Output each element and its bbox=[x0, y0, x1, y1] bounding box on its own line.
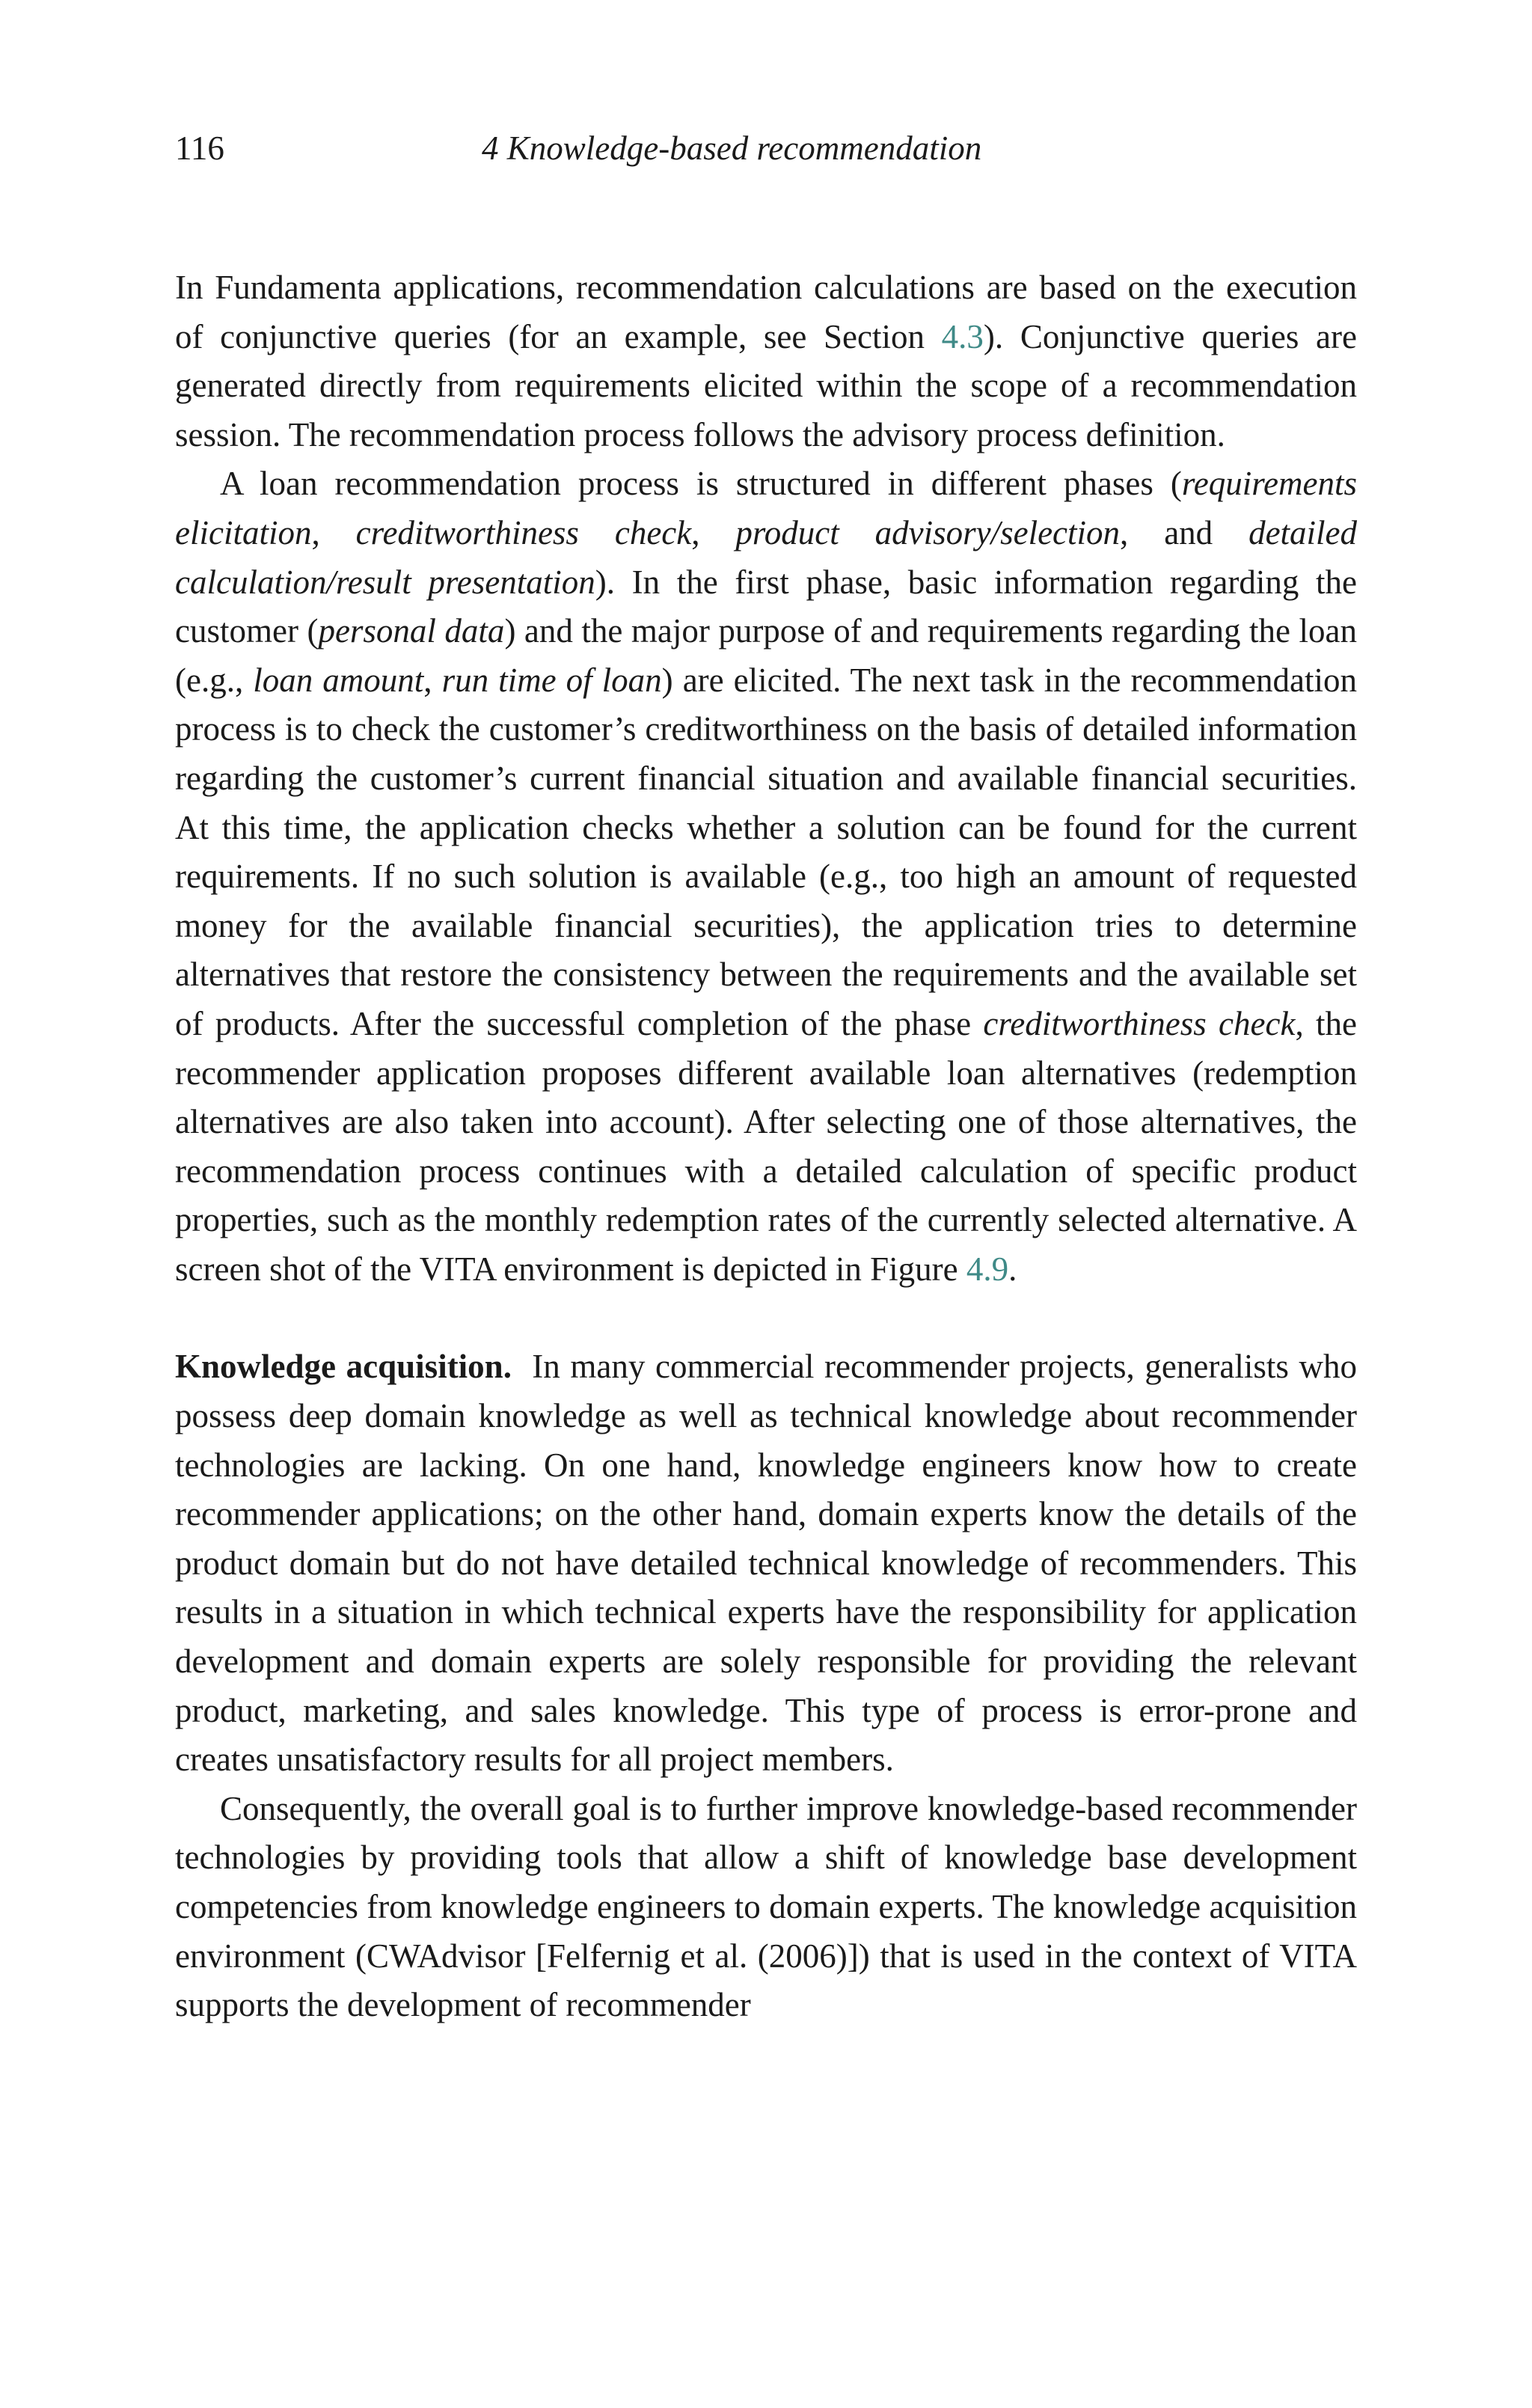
page-number: 116 bbox=[175, 129, 224, 167]
page-header bbox=[175, 126, 1357, 171]
paragraph-loan-process: A loan recommendation process is structured in different phases (requirements elicitation, creditworthiness check, product advisory/selection, and detailed calculation/result presentation). In the first phase, basic information regarding the customer (personal data) and the major purpose of and requirements regarding the loan (e.g., loan amount, run time of loan) are elicited. The next task in the recommendation process is to check the customer’s creditworthiness on the basis of detailed information regarding the customer’s current financial situation and available financial securities. At this time, the application checks whether a solution can be found for the current requirements. If no such solution is available (e.g., too high an amount of requested money for the available financial securities), the application tries to determine alternatives that restore the consistency between the requirements and the available set of products. After the successful completion of the phase creditworthiness check, the recommender application proposes different available loan alternatives (redemption alternatives are also taken into account). After selecting one of those alternatives, the recommendation process continues with a detailed calculation of specific product properties, such as the monthly redemption rates of the currently selected alternative. A screen shot of the VITA environment is depicted in Figure 4.9. bbox=[175, 465, 1358, 1288]
paragraph-consequently: Consequently, the overall goal is to further improve knowledge-based recommender technologies by providing tools that allow a shift of knowledge base development competencies from knowledge engineers to domain experts. The knowledge acquisition environment (CWAdvisor [Felfernig et al. (2006)]) that is used in the context of VITA supports the development of recommender bbox=[175, 1789, 1357, 2024]
paragraph-fundamenta: In Fundamenta applications, recommendation calculations are based on the execution of conjunctive queries (for an example, see Section 4.3). Conjunctive queries are generated directly from requirements elicited within the scope of a recommendation session. The recommendation process follows the advisory process definition. bbox=[175, 269, 1357, 453]
body-text bbox=[175, 263, 1357, 2030]
paragraph-knowledge-acquisition: Knowledge acquisition. In many commercial recommender projects, generalists who possess deep domain knowledge as well as technical knowledge about recommender technologies are lacking. On one hand, knowledge engineers know how to create recommender applications; on the other hand, domain experts know the details of the product domain but do not have detailed technical knowledge of recommenders. This results in a situation in which technical experts have the responsibility for application development and domain experts are solely responsible for providing the relevant product, marketing, and sales knowledge. This type of process is error-prone and creates unsatisfactory results for all project members. bbox=[175, 1348, 1357, 1779]
running-head: 4 Knowledge-based recommendation bbox=[482, 129, 982, 167]
section-cross-reference-link[interactable]: 4.3 bbox=[941, 317, 984, 355]
figure-cross-reference-link[interactable]: 4.9 bbox=[966, 1250, 1009, 1288]
run-in-heading: Knowledge acquisition. bbox=[175, 1348, 512, 1386]
